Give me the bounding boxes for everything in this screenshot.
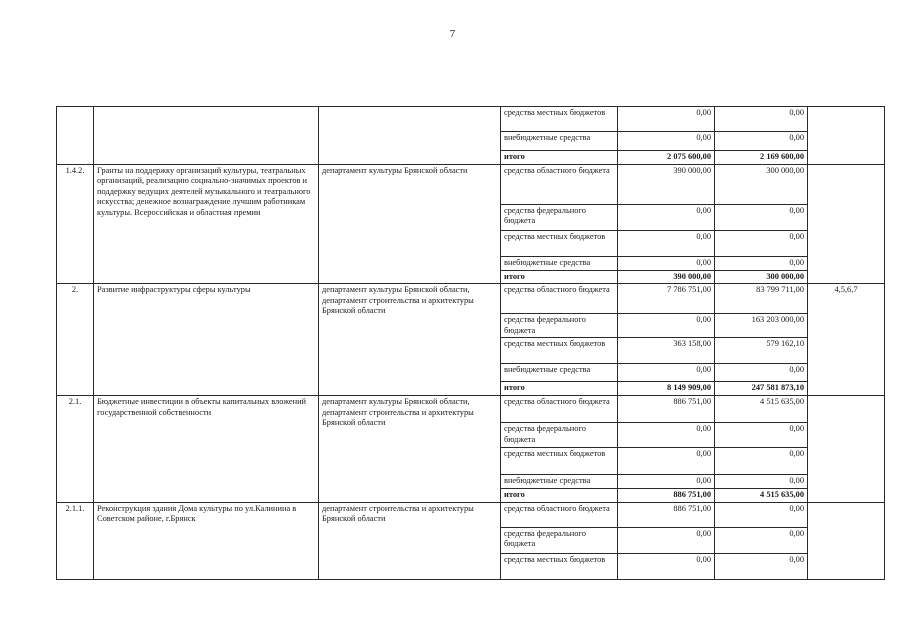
amount-v2: 83 799 711,00: [715, 284, 808, 314]
amount-v1: 390 000,00: [618, 270, 715, 284]
item-number: 1.4.2.: [57, 164, 94, 284]
amount-v1: 886 751,00: [618, 488, 715, 502]
item-name: Бюджетные инвестиции в объекты капитальных вложений государственной собственности: [94, 395, 319, 502]
funding-source: итого: [501, 382, 618, 396]
budget-table: [56, 106, 885, 580]
amount-v2: 579 162,10: [715, 338, 808, 364]
amount-v2: 163 203 000,00: [715, 314, 808, 338]
amount-v1: 7 786 751,00: [618, 284, 715, 314]
amount-v2: 4 515 635,00: [715, 488, 808, 502]
funding-source: внебюджетные средства: [501, 132, 618, 151]
funding-source: итого: [501, 270, 618, 284]
funding-source: средства местных бюджетов: [501, 447, 618, 474]
amount-v2: 0,00: [715, 256, 808, 270]
amount-v2: 0,00: [715, 422, 808, 447]
amount-v1: 0,00: [618, 256, 715, 270]
funding-source: средства областного бюджета: [501, 502, 618, 527]
amount-v1: 0,00: [618, 474, 715, 488]
amount-v2: 0,00: [715, 447, 808, 474]
amount-v1: 0,00: [618, 132, 715, 151]
target-indicators: 4,5,6,7: [808, 284, 885, 396]
funding-source: средства местных бюджетов: [501, 230, 618, 256]
target-indicators: [808, 164, 885, 284]
amount-v1: 0,00: [618, 204, 715, 230]
amount-v2: 300 000,00: [715, 270, 808, 284]
amount-v1: 2 075 600,00: [618, 151, 715, 165]
amount-v2: 0,00: [715, 474, 808, 488]
item-executor: департамент строительства и архитектуры Брянской области: [319, 502, 501, 579]
amount-v2: 0,00: [715, 527, 808, 553]
funding-source: внебюджетные средства: [501, 364, 618, 382]
item-executor: департамент культуры Брянской области, департамент строительства и архитектуры Брянской области: [319, 284, 501, 396]
funding-source: итого: [501, 488, 618, 502]
amount-v1: 886 751,00: [618, 395, 715, 422]
item-name: [94, 107, 319, 165]
amount-v2: 0,00: [715, 230, 808, 256]
amount-v2: 300 000,00: [715, 164, 808, 204]
amount-v1: 390 000,00: [618, 164, 715, 204]
amount-v2: 0,00: [715, 204, 808, 230]
amount-v2: 0,00: [715, 107, 808, 132]
item-name: Реконструкция здания Дома культуры по ул.Калинина в Советском районе, г.Брянск: [94, 502, 319, 579]
funding-source: средства местных бюджетов: [501, 338, 618, 364]
amount-v1: 0,00: [618, 553, 715, 579]
item-name: Гранты на поддержку организаций культуры, театральных организаций, реализацию социально-значимых проектов и поддержку ведущих деятелей музыкального и театрального искусства; денежное вознаграждение лучшим работникам культуры. Всероссийская и областная премии: [94, 164, 319, 284]
table-row: [57, 284, 885, 314]
amount-v2: 0,00: [715, 553, 808, 579]
amount-v1: 886 751,00: [618, 502, 715, 527]
amount-v2: 0,00: [715, 502, 808, 527]
funding-source: средства областного бюджета: [501, 284, 618, 314]
table-row: [57, 502, 885, 527]
funding-source: итого: [501, 151, 618, 165]
amount-v1: 0,00: [618, 314, 715, 338]
amount-v2: 4 515 635,00: [715, 395, 808, 422]
funding-source: средства федерального бюджета: [501, 422, 618, 447]
amount-v2: 2 169 600,00: [715, 151, 808, 165]
page-number: 7: [449, 28, 456, 40]
funding-source: внебюджетные средства: [501, 256, 618, 270]
amount-v2: 247 581 873,10: [715, 382, 808, 396]
table-row: [57, 164, 885, 204]
amount-v1: 0,00: [618, 364, 715, 382]
funding-source: средства местных бюджетов: [501, 107, 618, 132]
amount-v2: 0,00: [715, 364, 808, 382]
item-executor: департамент культуры Брянской области, департамент строительства и архитектуры Брянской области: [319, 395, 501, 502]
funding-source: средства федерального бюджета: [501, 204, 618, 230]
funding-source: внебюджетные средства: [501, 474, 618, 488]
amount-v1: 0,00: [618, 107, 715, 132]
item-number: [57, 107, 94, 165]
funding-source: средства областного бюджета: [501, 164, 618, 204]
amount-v1: 363 158,00: [618, 338, 715, 364]
target-indicators: [808, 502, 885, 579]
funding-source: средства местных бюджетов: [501, 553, 618, 579]
amount-v1: 0,00: [618, 230, 715, 256]
table-row: [57, 107, 885, 132]
funding-source: средства федерального бюджета: [501, 314, 618, 338]
amount-v1: 8 149 909,00: [618, 382, 715, 396]
amount-v2: 0,00: [715, 132, 808, 151]
item-number: 2.1.1.: [57, 502, 94, 579]
item-executor: [319, 107, 501, 165]
item-name: Развитие инфраструктуры сферы культуры: [94, 284, 319, 396]
funding-source: средства федерального бюджета: [501, 527, 618, 553]
target-indicators: [808, 107, 885, 165]
funding-source: средства областного бюджета: [501, 395, 618, 422]
amount-v1: 0,00: [618, 422, 715, 447]
item-number: 2.1.: [57, 395, 94, 502]
target-indicators: [808, 395, 885, 502]
item-number: 2.: [57, 284, 94, 396]
table-row: [57, 395, 885, 422]
amount-v1: 0,00: [618, 447, 715, 474]
item-executor: департамент культуры Брянской области: [319, 164, 501, 284]
amount-v1: 0,00: [618, 527, 715, 553]
